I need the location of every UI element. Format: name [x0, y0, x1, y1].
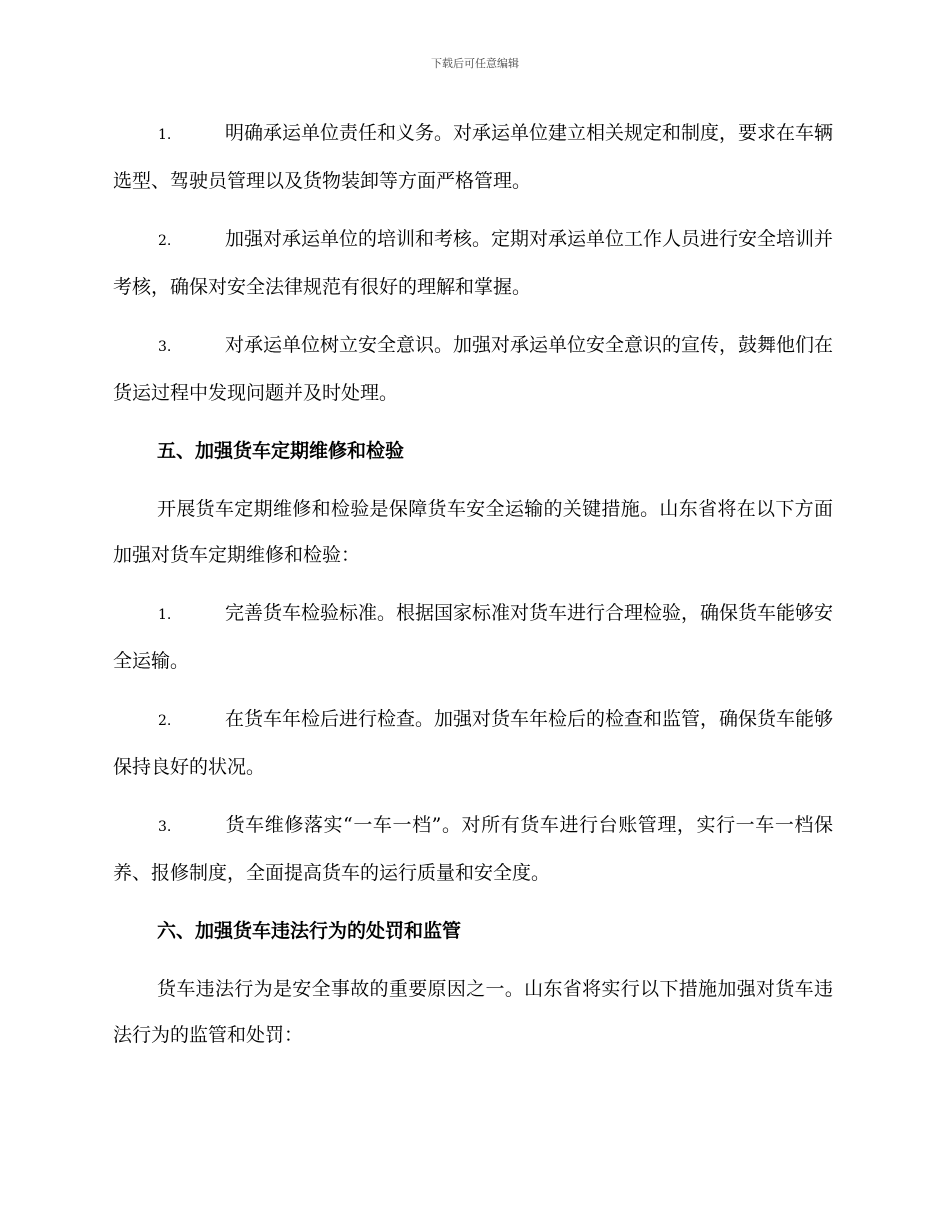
list-item — [113, 590, 833, 684]
list-number: 2. — [158, 713, 172, 729]
list-number: 1. — [158, 607, 172, 623]
paragraph: 货车违法行为是安全事故的重要原因之一。山东省将实行以下措施加强对货车违法行为的监管和处罚： — [113, 978, 833, 1046]
list-text: 在货车年检后进行检查。加强对货车年检后的检查和监管，确保货车能够保持良好的状况。 — [113, 708, 834, 778]
page-header: 下载后可任意编辑 — [431, 57, 519, 70]
list-item — [113, 696, 833, 790]
list-item — [113, 322, 833, 416]
list-number: 2. — [158, 233, 172, 249]
list-item — [113, 802, 833, 896]
section-heading: 五、加强货车定期维修和检验 — [157, 440, 405, 462]
list-item — [113, 110, 833, 204]
list-text: 加强对承运单位的培训和考核。定期对承运单位工作人员进行安全培训并考核，确保对安全法律规范有很好的理解和掌握。 — [113, 228, 834, 298]
list-text: 货车维修落实“一车一档”。对所有货车进行台账管理，实行一车一档保养、报修制度，全面提高货车的运行质量和安全度。 — [113, 814, 833, 884]
list-text: 明确承运单位责任和义务。对承运单位建立相关规定和制度，要求在车辆选型、驾驶员管理以及货物装卸等方面严格管理。 — [113, 122, 834, 192]
document-body — [113, 110, 833, 1070]
section-heading: 六、加强货车违法行为的处罚和监管 — [157, 920, 462, 942]
paragraph: 开展货车定期维修和检验是保障货车安全运输的关键措施。山东省将在以下方面加强对货车定期维修和检验： — [113, 498, 833, 566]
list-text: 对承运单位树立安全意识。加强对承运单位安全意识的宣传，鼓舞他们在货运过程中发现问题并及时处理。 — [113, 334, 834, 404]
list-number: 1. — [158, 127, 172, 143]
list-number: 3. — [158, 339, 172, 355]
list-item — [113, 216, 833, 310]
list-number: 3. — [158, 819, 172, 835]
list-text: 完善货车检验标准。根据国家标准对货车进行合理检验，确保货车能够安全运输。 — [113, 602, 834, 672]
